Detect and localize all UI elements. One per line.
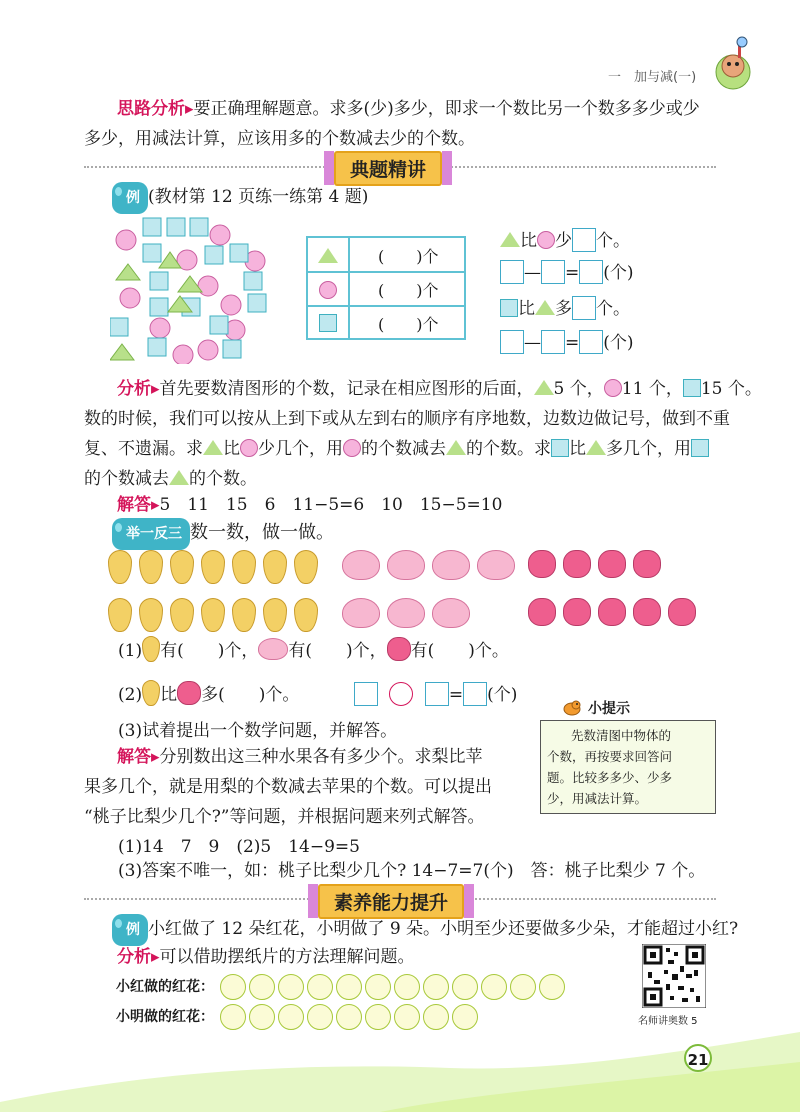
q1-unit: 个。 — [596, 231, 630, 251]
pear-icon — [139, 550, 163, 584]
circle-icon — [537, 231, 555, 249]
eq-unit: (个) — [603, 263, 634, 283]
square-icon — [691, 439, 709, 457]
practice-header — [112, 518, 334, 550]
analysis2-text: 可以借助摆纸片的方法理解问题。 — [159, 947, 415, 967]
eq1-line — [500, 258, 634, 288]
pear-icon — [139, 598, 163, 632]
pear-icon — [232, 598, 256, 632]
tip-line: 题。比较多多少、少多 — [547, 770, 673, 785]
shape-circle — [198, 276, 218, 296]
answer-label: 解答 — [117, 747, 151, 767]
answer-box[interactable] — [572, 296, 596, 320]
example-source: (教材第 12 页练一练第 4 题) — [148, 187, 369, 207]
table-cell: ( )个 — [378, 315, 439, 334]
pear-icon — [294, 598, 318, 632]
triangle-icon — [318, 248, 338, 263]
equals-sign: = — [565, 333, 580, 353]
peach-icon — [432, 598, 470, 628]
analysis-text: 的个数减去 — [361, 439, 446, 459]
footer-wave — [0, 1032, 800, 1112]
pear-icon — [263, 598, 287, 632]
shape-circle — [198, 340, 218, 360]
shape-triangle — [110, 344, 134, 360]
q2-text-end: 多( )个。 — [201, 685, 300, 705]
q2-text-end: 多 — [555, 299, 572, 319]
pear-icon — [201, 550, 225, 584]
shape-square — [150, 298, 168, 316]
q-number: (2) — [118, 685, 143, 705]
apple-icon — [563, 550, 591, 578]
practice-q1 — [118, 636, 509, 666]
shape-square — [210, 316, 228, 334]
analysis-text: 5 个， — [553, 379, 604, 399]
paper-flower-slot — [220, 974, 246, 1000]
shape-square — [205, 246, 223, 264]
xiaohong-label: 小红做的红花： — [116, 979, 214, 995]
peach-group — [342, 550, 522, 632]
intro-line-2: 多少，用减法计算，应该用多的个数减去少的个数。 — [84, 129, 475, 149]
analysis-text: 比 — [223, 439, 240, 459]
analysis2-label: 分析 — [117, 947, 151, 967]
peach-icon — [387, 598, 425, 628]
analysis-text: 比 — [569, 439, 586, 459]
analysis-text: 少几个，用 — [258, 439, 343, 459]
analysis-text: 的个数。求 — [466, 439, 551, 459]
paper-flower-slot — [539, 974, 565, 1000]
equals-sign: = — [565, 263, 580, 283]
xiaohong-row — [116, 974, 568, 1000]
qr-code-icon — [642, 944, 706, 1008]
q2-text: 比 — [518, 299, 535, 319]
paper-flower-slot — [423, 1004, 449, 1030]
analysis-text: 多几个，用 — [606, 439, 691, 459]
shapes-cluster — [110, 214, 270, 364]
answer2-line-2: 果多几个，就是用梨的个数减去苹果的个数。可以提出 — [84, 777, 492, 797]
q1-line — [500, 226, 630, 256]
analysis-line-1 — [117, 374, 762, 404]
count-table — [306, 236, 466, 340]
answer-box[interactable] — [541, 260, 565, 284]
shape-circle — [150, 318, 170, 338]
page-number: 21 — [684, 1044, 712, 1072]
answer-box[interactable] — [579, 330, 603, 354]
paper-flower-slot — [307, 1004, 333, 1030]
xiaoming-label: 小明做的红花： — [116, 1009, 214, 1025]
triangle-icon — [500, 232, 520, 247]
apple-icon — [633, 550, 661, 578]
pear-icon — [108, 550, 132, 584]
answer2-line-5: (3)答案不唯一，如：桃子比梨少几个? 14−7=7(个) 答：桃子比梨少 7 个。 — [118, 861, 706, 881]
practice-badge: 举一反三 — [112, 518, 190, 550]
minus-sign: — — [524, 263, 541, 283]
q1-pear-text: 有( )个， — [160, 641, 259, 661]
pear-group — [108, 550, 328, 636]
shape-square — [150, 272, 168, 290]
apple-icon — [528, 598, 556, 626]
answer-box[interactable] — [425, 682, 449, 706]
shape-square — [143, 244, 161, 262]
shape-circle — [210, 225, 230, 245]
arrow-icon: ▸ — [151, 495, 160, 515]
square-icon — [551, 439, 569, 457]
answer1-line — [117, 490, 502, 520]
shape-square — [110, 318, 128, 336]
qr-caption: 名师讲奥数 5 — [638, 1016, 698, 1027]
pear-icon — [294, 550, 318, 584]
shape-circle — [116, 230, 136, 250]
minus-sign: — — [524, 333, 541, 353]
answer-box[interactable] — [579, 260, 603, 284]
paper-flower-slot — [249, 1004, 275, 1030]
intro-label: 思路分析 — [117, 99, 185, 119]
peach-icon — [432, 550, 470, 580]
shape-circle — [221, 295, 241, 315]
shape-square — [148, 338, 166, 356]
arrow-icon: ▸ — [151, 379, 160, 399]
paper-flower-slot — [336, 1004, 362, 1030]
apple-icon — [633, 598, 661, 626]
answer2-text: 分别数出这三种水果各有多少个。求梨比苹 — [159, 747, 483, 767]
square-icon — [683, 379, 701, 397]
practice-q3: (3)试着提出一个数学问题，并解答。 — [118, 721, 398, 741]
paper-flower-slot — [365, 974, 391, 1000]
apple-icon — [528, 550, 556, 578]
answer2-line-4: (1)14 7 9 (2)5 14−9=5 — [118, 837, 360, 857]
practice-title: 数一数，做一做。 — [190, 522, 334, 543]
square-icon — [500, 299, 518, 317]
pear-icon — [142, 636, 160, 662]
apple-icon — [668, 598, 696, 626]
chapter-header: 一 加与减(一) — [608, 70, 697, 85]
answer-box[interactable] — [572, 228, 596, 252]
analysis-line-3 — [84, 434, 709, 464]
apple-icon — [387, 637, 411, 661]
tip-line: 个数，再按要求回答问 — [547, 749, 673, 764]
shape-square — [223, 340, 241, 358]
table-cell: ( )个 — [378, 281, 439, 300]
q-number: (1) — [118, 641, 143, 661]
paper-flower-slot — [394, 974, 420, 1000]
arrow-icon: ▸ — [151, 747, 160, 767]
triangle-icon — [534, 380, 554, 395]
eq2-line — [500, 328, 634, 358]
shape-circle — [173, 345, 193, 364]
apple-group — [528, 550, 708, 630]
practice-q2-equation — [354, 680, 517, 710]
apple-icon — [598, 598, 626, 626]
paper-flower-slot — [249, 974, 275, 1000]
intro-line-1 — [117, 94, 700, 124]
paper-flower-slot — [394, 1004, 420, 1030]
q2-unit: 个。 — [596, 299, 630, 319]
paper-flower-slot — [336, 974, 362, 1000]
apple-icon — [177, 681, 201, 705]
paper-flower-slot — [220, 1004, 246, 1030]
circle-icon — [240, 439, 258, 457]
answer-label: 解答 — [117, 495, 151, 515]
shape-triangle — [116, 264, 140, 280]
pear-icon — [201, 598, 225, 632]
pear-icon — [108, 598, 132, 632]
eq-unit: (个) — [487, 685, 518, 705]
circle-icon — [604, 379, 622, 397]
q1-text-end: 少 — [555, 231, 572, 251]
table-cell: ( )个 — [378, 247, 439, 266]
q2-line — [500, 294, 630, 324]
analysis2-line — [117, 942, 415, 972]
paper-flower-slot — [278, 974, 304, 1000]
circle-icon — [343, 439, 361, 457]
analysis-text: 首先要数清图形的个数，记录在相应图形的后面， — [159, 379, 534, 399]
triangle-icon — [446, 440, 466, 455]
paper-flower-slot — [510, 974, 536, 1000]
practice-q2 — [118, 680, 299, 710]
shape-square — [244, 272, 262, 290]
paper-flower-slot — [423, 974, 449, 1000]
peach-icon — [477, 550, 515, 580]
section-title-2: 素养能力提升 — [318, 884, 464, 919]
shape-square — [248, 294, 266, 312]
peach-icon — [387, 550, 425, 580]
answer1-text: 5 11 15 6 11−5=6 10 15−5=10 — [159, 495, 503, 515]
triangle-icon — [169, 470, 189, 485]
operator-circle[interactable] — [389, 682, 413, 706]
shape-square — [190, 218, 208, 236]
pear-icon — [142, 680, 160, 706]
eq-unit: (个) — [603, 333, 634, 353]
paper-flower-slot — [365, 1004, 391, 1030]
intro-text-1: 要正确理解题意。求多(少)多少，即求一个数比另一个数多多少或少 — [193, 99, 700, 119]
analysis-line-2: 数的时候，我们可以按从上到下或从左到右的顺序有序地数，边数边做记号，做到不重 — [84, 409, 730, 429]
pear-icon — [263, 550, 287, 584]
paper-flower-slot — [452, 1004, 478, 1030]
flower-row — [220, 979, 568, 995]
paper-flower-slot — [278, 1004, 304, 1030]
analysis-text: 复、不遗漏。求 — [84, 439, 203, 459]
example-header — [112, 182, 368, 214]
answer-box[interactable] — [541, 330, 565, 354]
paper-flower-slot — [307, 974, 333, 1000]
bird-icon — [560, 696, 584, 718]
xiaoming-row — [116, 1004, 481, 1030]
circle-icon — [319, 281, 337, 299]
peach-icon — [342, 550, 380, 580]
arrow-icon: ▸ — [151, 947, 160, 967]
square-icon — [319, 314, 337, 332]
answer2-line-3: “桃子比梨少几个?”等问题，并根据问题来列式解答。 — [84, 807, 485, 827]
tip-box — [540, 696, 716, 814]
shape-circle — [120, 288, 140, 308]
analysis-label: 分析 — [117, 379, 151, 399]
apple-icon — [563, 598, 591, 626]
answer2-line-1 — [117, 742, 483, 772]
section-title-1: 典题精讲 — [334, 151, 442, 186]
shape-square — [143, 218, 161, 236]
paper-flower-slot — [452, 974, 478, 1000]
analysis-text: 的个数。 — [189, 469, 257, 489]
peach-icon — [258, 638, 288, 660]
analysis-text: 15 个。 — [700, 379, 762, 399]
mascot-icon — [708, 36, 758, 92]
answer-box[interactable] — [354, 682, 378, 706]
tip-line: 先数清图中物体的 — [571, 728, 672, 743]
shape-square — [230, 244, 248, 262]
q2-text: 比 — [160, 685, 178, 705]
tip-title: 小提示 — [588, 701, 630, 717]
peach-icon — [342, 598, 380, 628]
q1-apple-text: 有( )个。 — [410, 641, 509, 661]
arrow-icon: ▸ — [185, 99, 194, 119]
triangle-icon — [203, 440, 223, 455]
example2-badge: 例 — [112, 914, 148, 946]
shape-square — [167, 218, 185, 236]
flower-row — [220, 1009, 481, 1025]
pear-icon — [232, 550, 256, 584]
equals-sign: = — [448, 685, 464, 705]
analysis-text: 的个数减去 — [84, 469, 169, 489]
analysis-text: 11 个， — [621, 379, 683, 399]
q1-peach-text: 有( )个， — [288, 641, 387, 661]
triangle-icon — [535, 300, 555, 315]
example-badge: 例 — [112, 182, 148, 214]
pear-icon — [170, 598, 194, 632]
tip-line: 少，用减法计算。 — [547, 791, 648, 806]
example2-text: 小红做了 12 朵红花，小明做了 9 朵。小明至少还要做多少朵，才能超过小红? — [148, 919, 739, 939]
paper-flower-slot — [481, 974, 507, 1000]
apple-icon — [598, 550, 626, 578]
answer-box[interactable] — [500, 260, 524, 284]
answer-box[interactable] — [463, 682, 487, 706]
pear-icon — [170, 550, 194, 584]
triangle-icon — [586, 440, 606, 455]
answer-box[interactable] — [500, 330, 524, 354]
q1-text: 比 — [520, 231, 537, 251]
